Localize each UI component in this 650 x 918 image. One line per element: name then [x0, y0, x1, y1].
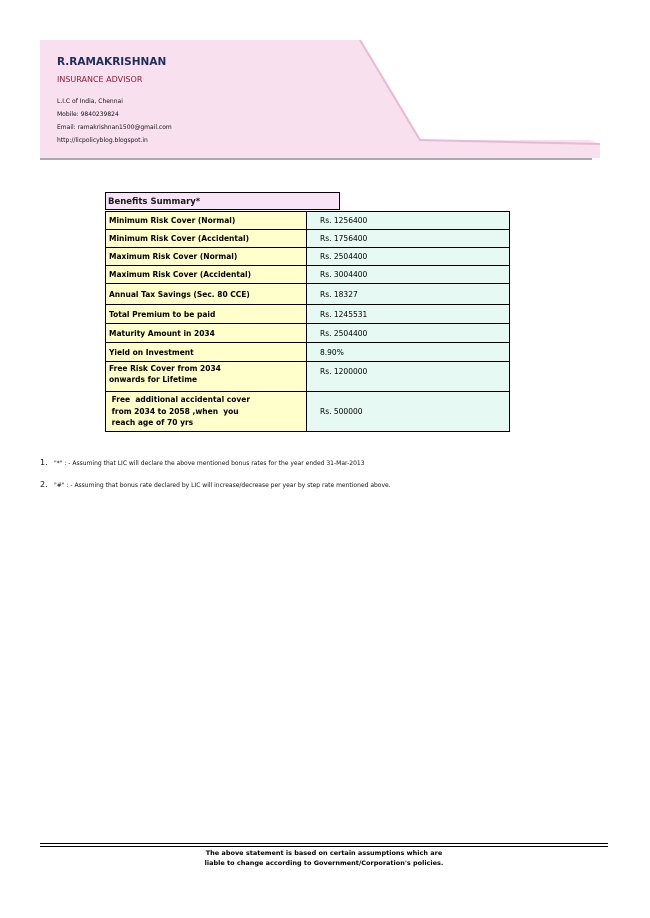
- note-text: "#" : - Assuming that bonus rate declared by LIC will increase/decrease per year by step rate mentioned above.: [54, 482, 391, 489]
- contact-mobile: Mobile: 9840239824: [57, 111, 119, 118]
- benefit-label: Annual Tax Savings (Sec. 80 CCE): [106, 284, 307, 305]
- table-row: [106, 305, 510, 324]
- note-number: 2.: [40, 480, 48, 489]
- table-row: [106, 362, 510, 392]
- benefit-value: Rs. 1256400: [307, 212, 510, 230]
- footer-line: liable to change according to Government/Corporation's policies.: [204, 859, 444, 867]
- benefits-summary-title: Benefits Summary*: [105, 192, 340, 210]
- contact-website[interactable]: http://licpolicyblog.blogspot.in: [57, 137, 148, 144]
- letterhead: [40, 40, 600, 160]
- footer-divider: [40, 843, 608, 844]
- benefit-value: Rs. 2504400: [307, 324, 510, 343]
- benefit-value: Rs. 1756400: [307, 230, 510, 248]
- footer-disclaimer: [40, 848, 608, 868]
- benefit-label: Minimum Risk Cover (Accidental): [106, 230, 307, 248]
- table-row: [106, 324, 510, 343]
- table-row: [106, 392, 510, 432]
- benefit-label: Total Premium to be paid: [106, 305, 307, 324]
- table-row: [106, 230, 510, 248]
- benefit-value: Rs. 1245531: [307, 305, 510, 324]
- benefit-label: Maximum Risk Cover (Normal): [106, 248, 307, 266]
- benefit-value: Rs. 1200000: [307, 362, 510, 392]
- benefit-label: Minimum Risk Cover (Normal): [106, 212, 307, 230]
- table-row: [106, 284, 510, 305]
- note-item: [40, 480, 391, 489]
- benefit-label: Free additional accidental cover from 2034 to 2058 ,when you reach age of 70 yrs: [106, 392, 307, 432]
- table-row: [106, 343, 510, 362]
- table-row: [106, 248, 510, 266]
- table-row: [106, 266, 510, 284]
- contact-email[interactable]: Email: ramakrishnan1500@gmail.com: [57, 124, 172, 131]
- contact-organization: L.I.C of India, Chennai: [57, 98, 123, 105]
- note-number: 1.: [40, 458, 48, 467]
- benefit-label: Maximum Risk Cover (Accidental): [106, 266, 307, 284]
- note-item: [40, 458, 365, 467]
- benefit-label: Maturity Amount in 2034: [106, 324, 307, 343]
- benefit-label: Free Risk Cover from 2034 onwards for Lifetime: [106, 362, 307, 392]
- footer-divider: [40, 846, 608, 847]
- advisor-role: INSURANCE ADVISOR: [57, 75, 143, 84]
- benefit-value: Rs. 3004400: [307, 266, 510, 284]
- advisor-name: R.RAMAKRISHNAN: [57, 56, 167, 68]
- benefit-value: Rs. 18327: [307, 284, 510, 305]
- table-row: [106, 212, 510, 230]
- benefit-value: Rs. 500000: [307, 392, 510, 432]
- benefit-label: Yield on Investment: [106, 343, 307, 362]
- note-text: "*" : - Assuming that LIC will declare the above mentioned bonus rates for the year ended 31-Mar-2013: [54, 460, 365, 467]
- benefits-table: [105, 211, 510, 432]
- benefit-value: 8.90%: [307, 343, 510, 362]
- benefit-value: Rs. 2504400: [307, 248, 510, 266]
- footer-line: The above statement is based on certain assumptions which are: [205, 849, 443, 857]
